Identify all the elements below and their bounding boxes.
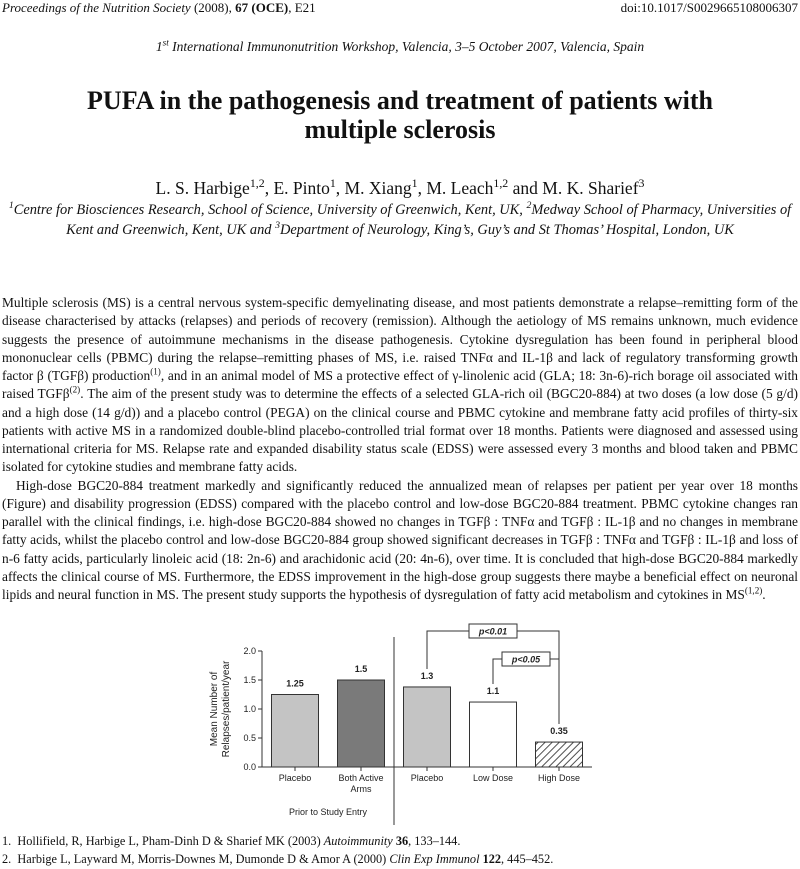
citation-ref[interactable]: (2): [69, 384, 81, 395]
journal-year: (2008),: [193, 0, 232, 15]
relapse-bar-chart: [196, 617, 596, 827]
bar: [404, 687, 451, 767]
y-tick-label: 0.0: [243, 762, 256, 772]
author: [426, 178, 542, 198]
affiliations: [4, 200, 796, 240]
reference-journal: Clin Exp Immunol: [389, 852, 480, 866]
bar: [338, 680, 385, 767]
author-name: M. K. Sharief: [542, 178, 639, 198]
workshop-line: [0, 39, 800, 55]
author-sep: ,: [264, 178, 274, 198]
bar-data-label: 1.3: [420, 670, 434, 681]
author-sup: 1,2: [249, 176, 265, 191]
reference-number: 2.: [2, 852, 12, 866]
x-tick-label: Arms: [350, 784, 372, 794]
workshop-ordinal-sup: st: [162, 37, 169, 48]
bar-data-label: 1.1: [486, 686, 500, 697]
reference-volume: 122: [482, 852, 502, 866]
y-tick-label: 1.5: [243, 675, 256, 685]
reference-volume: 36: [395, 834, 409, 848]
y-tick-label: 0.5: [243, 733, 256, 743]
reference-journal: Autoimmunity: [323, 834, 393, 848]
author-name: M. Xiang: [344, 178, 412, 198]
author: [273, 178, 344, 198]
y-tick-label: 1.0: [243, 704, 256, 714]
author-sep: and: [508, 178, 543, 198]
bar: [272, 695, 319, 768]
journal-page: , E21: [288, 0, 316, 15]
affiliation-sup: 3: [275, 220, 280, 232]
author-sup: 1: [411, 176, 418, 191]
author-name: M. Leach: [426, 178, 494, 198]
citation-ref[interactable]: (1,2): [744, 585, 763, 596]
running-header: [0, 0, 800, 18]
bar-data-label: 1.25: [286, 678, 304, 689]
workshop-ordinal: 1: [155, 39, 163, 54]
abstract-body: [2, 294, 798, 604]
x-tick-label: Low Dose: [472, 773, 514, 783]
doi[interactable]: doi:10.1017/S0029665108006307: [620, 0, 798, 15]
affiliation: Centre for Biosciences Research, School of Science, University of Greenwich, Kent, UK,: [13, 202, 527, 218]
significance-label: p<0.05: [511, 654, 541, 665]
reference-authors: Harbige L, Layward M, Morris-Downes M, Dumonde D & Amor A (2000): [17, 852, 390, 866]
journal-name: Proceedings of the Nutrition Society: [2, 0, 191, 15]
bar-data-label: 0.35: [550, 726, 568, 737]
abstract-text: Multiple sclerosis (MS) is a central nervous system-specific demyelinating disease, and most patients demonstrate a relapse–remitting form of the disease characterised by attacks (relapses) and periods of recovery (remission). Although the aetiology of MS remains unknown, much evidence suggests the presence of autoimmune mechanisms in the disease pathogenesis. Cytokine dysregulation has been found in peripheral blood mononuclear cells (PBMC) during the relapse–remitting phases of MS, i.e. raised TNFα and IL-1β and lack of regulatory transforming growth factor β (TGFβ) production: [2, 295, 798, 383]
reference-number: 1.: [2, 834, 12, 848]
affiliation: Department of Neurology, King’s, Guy’s and St Thomas’ Hospital, London, UK: [279, 222, 734, 238]
author-sup: 3: [638, 176, 645, 191]
x-tick-label: Placebo: [410, 773, 444, 783]
y-tick-label: 2.0: [243, 646, 256, 656]
affiliation-sup: 1: [8, 200, 14, 212]
citation-ref[interactable]: (1): [150, 366, 161, 377]
author-sup: 1,2: [493, 176, 509, 191]
workshop-text: International Immunonutrition Workshop, Valencia, 3–5 October 2007, Valencia, Spain: [168, 39, 645, 54]
references: [2, 832, 798, 868]
affiliation: Medway School of Pharmacy, Universities of Kent and Greenwich, Kent, UK and: [66, 202, 792, 238]
author-name: E. Pinto: [273, 178, 330, 198]
author-sup: 1: [329, 176, 336, 191]
group-label: Prior to Study Entry: [288, 807, 368, 817]
x-tick-label: Both Active: [338, 773, 384, 783]
x-tick-label: Placebo: [278, 773, 312, 783]
bar: [536, 742, 583, 767]
journal-volume: 67 (OCE): [235, 0, 289, 15]
abstract-text: . The aim of the present study was to determine the effects of a selected GLA-rich oil (BGC20-884) at two doses (a low dose (5 g/d) and a high dose (14 g/d)) and a placebo control (PEGA) on the clinical course and PBMC cytokine and membrane fatty acid profiles of thirty-six patients with active MS in a randomized double-blind placebo-controlled trial format over 18 months. Patients were diagnosed and assessed using international criteria for MS. Relapse rate and expanded disability status scale (EDSS) were assessed every 3 months and blood taken and PBMC isolated for cytokine studies and membrane fatty acids.: [2, 386, 798, 475]
author-sep: ,: [335, 178, 345, 198]
reference-authors: Hollifield, R, Harbige L, Pham-Dinh D & Sharief MK (2003): [17, 834, 324, 848]
author: [156, 178, 274, 198]
author-list: [0, 178, 800, 199]
author-sep: ,: [417, 178, 427, 198]
abstract-paragraph-1: [2, 294, 798, 477]
abstract-text: .: [762, 587, 766, 602]
x-tick-label: High Dose: [537, 773, 581, 783]
significance-label: p<0.01: [478, 626, 508, 637]
reference-item: [2, 832, 798, 850]
author: [345, 178, 427, 198]
reference-item: [2, 850, 798, 868]
paper-title: PUFA in the pathogenesis and treatment of patients with multiple sclerosis: [87, 86, 713, 144]
bar-data-label: 1.5: [354, 664, 368, 674]
reference-pages: , 445–452.: [501, 852, 554, 866]
y-axis-label: Mean Number of: [209, 671, 220, 747]
journal-citation: [2, 0, 316, 16]
abstract-text: High-dose BGC20-884 treatment markedly and significantly reduced the annualized mean of relapses per patient per year over 18 months (Figure) and disability progression (EDSS) compared with the placebo control and low-dose BGC20-884 treatment. PBMC cytokine changes ran parallel with the clinical findings, i.e. high-dose BGC20-884 showed no changes in TGFβ : TNFα and TGFβ : IL-1β and no changes in membrane fatty acids, whilst the placebo control and low-dose BGC20-884 group showed significant decreases in TGFβ : TNFα and TGFβ : IL-1β and loss of n-6 fatty acids, particularly linoleic acid (18: 2n-6) and arachidonic acid (20: 4n-6), over time. It is concluded that high-dose BGC20-884 markedly affects the clinical course of MS. Furthermore, the EDSS improvement in the high-dose group suggests there maybe a beneficial effect on neuronal lipids and neural function in MS. The present study supports the hypothesis of dysregulation of fatty acid metabolism and cytokines in MS: [2, 477, 798, 602]
bar: [470, 702, 517, 767]
abstract-paragraph-2: [2, 477, 798, 605]
y-axis-label: Relapses/patient/year: [221, 660, 232, 758]
reference-pages: , 133–144.: [408, 834, 461, 848]
affiliation-sup: 2: [526, 200, 532, 212]
abstract-text: , and in an animal model of MS a protective effect of γ-linolenic acid (GLA; 18: 3n-6)-rich borage oil associated with raised TGFβ: [2, 368, 798, 402]
author: [542, 178, 644, 198]
author-name: L. S. Harbige: [155, 178, 250, 198]
